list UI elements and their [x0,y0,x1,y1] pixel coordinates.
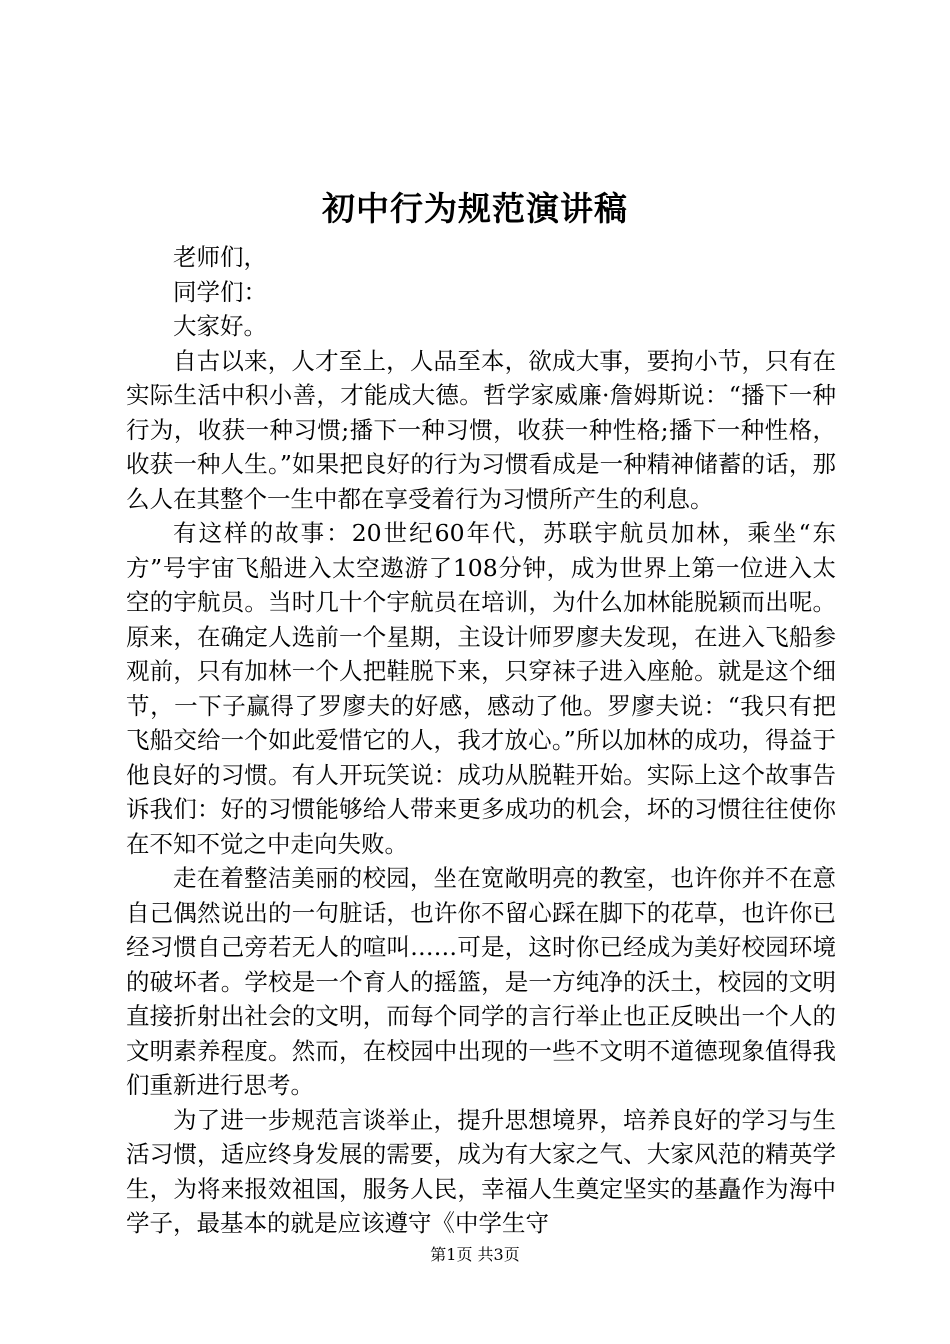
page-number-footer: 第1页 共3页 [430,1245,520,1264]
document-body [126,240,836,1241]
paragraph-3: 走在着整洁美丽的校园，坐在宽敞明亮的教室，也许你并不在意自己偶然说出的一句脏话，也许你不留心踩在脚下的花草，也许你已经习惯自己旁若无人的喧叫……可是，这时你已经成为美好校园环境的破坏者。学校是一个育人的摇篮，是一方纯净的沃土，校园的文明直接折射出社会的文明，而每个同学的言行举止也正反映出一个人的文明素养程度。然而，在校园中出现的一些不文明不道德现象值得我们重新进行思考。 [126,864,836,1099]
document-title: 初中行为规范演讲稿 [322,189,628,228]
greeting-students: 同学们： [173,277,267,306]
paragraph-4: 为了进一步规范言谈举止，提升思想境界，培养良好的学习与生活习惯，适应终身发展的需要，成为有大家之气、大家风范的精英学生，为将来报效祖国，服务人民，幸福人生奠定坚实的基矗作为海中学子，最基本的就是应该遵守《中学生守 [126,1105,836,1237]
greeting-teachers: 老师们， [173,243,267,271]
paragraph-1: 自古以来，人才至上，人品至本，欲成大事，要拘小节，只有在实际生活中积小善，才能成大德。哲学家威廉·詹姆斯说：“播下一种行为，收获一种习惯;播下一种习惯，收获一种性格;播下一种性格，收获一种人生。”如果把良好的行为习惯看成是一种精神储蓄的话，那么人在其整个一生中都在享受着行为习惯所产生的利息。 [126,346,836,513]
greeting-hello: 大家好。 [173,312,267,340]
paragraph-2: 有这样的故事：20世纪60年代，苏联宇航员加林，乘坐“东方”号宇宙飞船进入太空遨游了108分钟，成为世界上第一位进入太空的宇航员。当时几十个宇航员在培训，为什么加林能脱颖而出呢。原来，在确定人选前一个星期，主设计师罗廖夫发现，在进入飞船参观前，只有加林一个人把鞋脱下来，只穿袜子进入座舱。就是这个细节，一下子赢得了罗廖夫的好感，感动了他。罗廖夫说：“我只有把飞船交给一个如此爱惜它的人，我才放心。”所以加林的成功，得益于他良好的习惯。有人开玩笑说：成功从脱鞋开始。实际上这个故事告诉我们：好的习惯能够给人带来更多成功的机会，坏的习惯往往使你在不知不觉之中走向失败。 [126,519,836,858]
